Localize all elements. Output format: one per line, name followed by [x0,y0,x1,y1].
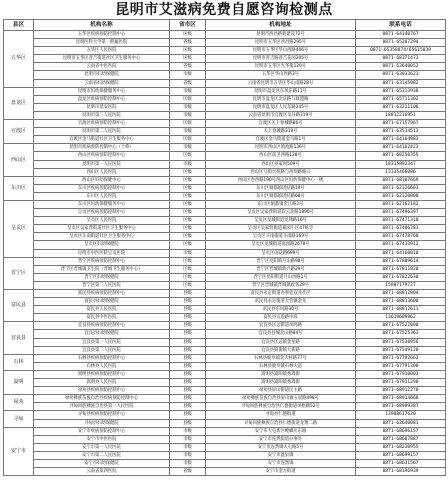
level-cell: 县级 [170,314,206,322]
org-name-cell: 宜良县妇幼保健院 [34,330,170,338]
phone-cell: 18812216951 [356,111,446,119]
table-row [4,411,446,419]
org-name-cell: 安宁市中医医院 [34,435,170,443]
table-row [4,322,446,330]
level-cell: 区级 [170,200,206,208]
level-cell: 市级 [170,128,206,136]
org-name-cell: 禄劝县疾病预防控制中心 [34,387,170,395]
org-name-cell: 晋宁区晋城镇卫生院（晋城卫生服务中心） [34,265,170,273]
level-cell: 区级 [170,95,206,103]
address-cell: 昆明市普吉路普吉花园205号 [206,55,356,63]
address-cell: 安宁市连然街道办事处 [206,435,356,443]
phone-cell: 0871-67522000 [356,322,446,330]
org-name-cell: 西山区疾病预防控制中心 [34,152,170,160]
table-row [4,249,446,257]
table-row [4,346,446,354]
address-cell: 关上春城路319号 [206,128,356,136]
district-cell: 寻甸 [4,411,34,427]
org-name-cell: 五华区疾病预防控制中心 [34,31,170,39]
level-cell: 县级 [170,338,206,346]
address-cell: 晋宁区晋城镇晋城镇政务29号 [206,281,356,289]
org-name-cell: 昆明市第一人民医院 [34,160,170,168]
level-cell: 市级 [170,103,206,111]
district-cell: 盘龙区 [4,87,34,119]
phone-cell: 0871-63534513 [356,128,446,136]
table-row [4,379,446,387]
phone-cell: 0871-67525363 [356,330,446,338]
phone-cell: 0871-67478760 [356,233,446,241]
phone-cell: 0871-63211106 [356,103,446,111]
address-cell: 东川区铜都镇团结路19号 [206,184,356,192]
level-cell: 省级 [170,63,206,71]
org-name-cell: 富民县妇幼保健院 [34,298,170,306]
phone-cell: 0871-67911290 [356,379,446,387]
table-row [4,144,446,152]
phone-cell: 0871-67792662 [356,354,446,362]
table-row [4,265,446,273]
org-name-cell: 官渡区疾病预防控制中心 [34,120,170,128]
table-row [4,31,446,39]
level-cell: 县级 [170,403,206,411]
level-cell: 县级 [170,370,206,378]
header-district: 县区 [4,20,34,31]
address-cell: 晋宁区晋城镇新兴路29号 [206,265,356,273]
org-name-cell: 昆明市中医医院呈贡医院 [34,249,170,257]
level-cell: 县级 [170,411,206,419]
address-cell: 嵩明县嵩阳镇秀嵩街 [206,379,356,387]
level-cell: 市级 [170,111,206,119]
level-cell: 区级 [170,209,206,217]
table-body [4,31,446,476]
table-row [4,306,446,314]
org-name-cell: 呈贡区斗南街道社区卫生服务中心 [34,233,170,241]
address-cell: 富民县永定街道大营镇金龙 [206,298,356,306]
phone-cell: 0871-67471310 [356,217,446,225]
org-name-cell: 西山区人民医院 [34,168,170,176]
org-name-cell: 东川区妇幼保健服务中心 [34,200,170,208]
org-name-cell: 官渡区金马街道社区卫生服务中心 [34,136,170,144]
level-cell: 县级 [170,419,206,427]
phone-cell: 0871-68914668 [356,395,446,403]
table-row [4,451,446,459]
table-row [4,419,446,427]
address-cell: 晋宁区昆阳街道月山西路1号 [206,273,356,281]
address-cell: 五华区华山西路3号 [206,71,356,79]
phone-cell: 0871-67809614 [356,257,446,265]
level-cell: 区级 [170,257,206,265]
level-cell: 市级 [170,144,206,152]
header-phone: 联系电话 [356,20,446,31]
phone-cell: 13335466086 [356,168,446,176]
level-cell: 县级 [170,354,206,362]
phone-cell: 0871-68371473 [356,55,446,63]
district-cell: 官渡区 [4,120,34,144]
document-title: 昆明市艾滋病免费自愿咨询检测点 [115,2,333,18]
level-cell: 省级 [170,468,206,476]
table-row [4,233,446,241]
address-cell: 寻甸回族彝族自治县仁德街道龙翔二路 [206,419,356,427]
district-cell: 富民县 [4,290,34,322]
table-row [4,387,446,395]
table-row [4,257,446,265]
address-cell: 嵩明县嵩阳镇秀嵩街 [206,370,356,378]
district-cell: 五华区 [4,31,34,88]
level-cell: 区级 [170,55,206,63]
address-cell: 呈贡区雨花路699号 [206,249,356,257]
address-cell: 西山区巫家坝509号 [206,160,356,168]
level-cell: 市级 [170,160,206,168]
org-name-cell: 富民县中医医院 [34,314,170,322]
org-name-cell: 寻甸县妇幼保健院 [34,419,170,427]
district-cell: 西山区 [4,144,34,176]
address-cell: 昆明市西山区滇池路136号 [206,144,356,152]
org-name-cell: 呈贡区疾病预防控制中心 [34,209,170,217]
level-cell: 县级 [170,330,206,338]
org-name-cell: 富民县疾病预防控制中心 [34,290,170,298]
level-cell: 县级 [170,395,206,403]
address-cell: 安宁市大屯新区螳螂川东路 [206,427,356,435]
org-name-cell: 富民县人民医院 [34,306,170,314]
table-row [4,176,446,184]
level-cell: 区级 [170,152,206,160]
table-row [4,443,446,451]
table-row [4,330,446,338]
table-row [4,128,446,136]
table-row [4,427,446,435]
phone-cell: 0871-68812611 [356,306,446,314]
table-row [4,160,446,168]
level-cell: 市级 [170,87,206,95]
org-name-cell: 东川区疾病预防控制中心 [34,184,170,192]
phone-cell: 0871-68813600 [356,298,446,306]
address-cell: 安宁市温泉镇 [206,451,356,459]
address-cell: 昆明市盘龙区东风东路11号 [206,87,356,95]
phone-cell: 0871-68250355 [356,152,446,160]
district-cell: 禄劝 [4,395,34,411]
phone-cell: 13988617620 [356,411,446,419]
org-name-cell: 昆明市延安医院 [34,103,170,111]
org-name-cell: 呈贡区人民医院 [34,217,170,225]
address-cell: 东川区铜都镇团结路68号 [206,192,356,200]
address-cell: 禄劝彝族苗族自治县屏山镇五星路498号 [206,395,356,403]
table-row [4,71,446,79]
org-name-cell: 安宁市疾病预防控制中心 [34,427,170,435]
table-row [4,200,446,208]
phone-cell: 0871-68699157 [356,451,446,459]
org-name-cell: 安宁市第二人民医院 [34,451,170,459]
address-cell: 晋宁区昆阳镇月山路98号 [206,257,356,265]
level-cell: 区级 [170,241,206,249]
org-name-cell: 嵩明县疾病预防控制中心 [34,370,170,378]
phone-cell: 0871-68230955 [356,443,446,451]
level-cell: 区级 [170,184,206,192]
org-name-cell: 昆明市妇幼保健院 [34,71,170,79]
org-name-cell: 嵩明县人民医院 [34,379,170,387]
district-cell: 晋宁区 [4,257,34,289]
table-row [4,290,446,298]
header-level: 省市区 [170,20,206,31]
org-name-cell: 昆明市第二人民医院 [34,128,170,136]
table-row [4,103,446,111]
table-row [4,39,446,47]
phone-cell: 0871-68196939 [356,468,446,476]
org-name-cell: 石林县人民医院 [34,362,170,370]
level-cell: 区级 [170,176,206,184]
table-row [4,281,446,289]
level-cell: 区级 [170,233,206,241]
header-address: 机构地址 [206,20,356,31]
address-cell: 安宁市金方街道 [206,468,356,476]
address-cell: 石林县鹿阜镇石林大道 [206,362,356,370]
table-row [4,111,446,119]
address-cell: 西山区前卫西路128号 [206,152,356,160]
phone-cell: 0871-68912270 [356,387,446,395]
address-cell: 宜良县狗街镇大新路 [206,346,356,354]
table-row [4,403,446,411]
level-cell: 区级 [170,192,206,200]
table-row [4,87,446,95]
table-row [4,95,446,103]
address-cell: 富民县永定街道办事处双龙社区 [206,290,356,298]
address-cell: 官渡区关上春城路86号 [206,120,356,128]
address-cell: 西山区马街兴苑路与西坝路路口 [206,168,356,176]
org-name-cell: 云南省中医医院 [34,63,170,71]
phone-cell: 0871-67157967 [356,120,446,128]
address-cell: 昆明市盘龙区北京路与联盟路 [206,95,356,103]
address-cell: 禄劝县屏山街道民主路 [206,387,356,395]
level-cell: 市级 [170,71,206,79]
level-cell: 市级 [170,451,206,459]
org-name-cell: 宜良县疾病预防控制中心 [34,322,170,330]
address-cell: 昆明市西昌路新建设72号 [206,31,356,39]
org-name-cell: 呈贡区吴家营街道社区卫生服务中心 [34,225,170,233]
phone-cell: 0871-63033621 [356,71,446,79]
address-cell: 昆明市五华区光华街120号 [206,63,356,71]
level-cell: 市级 [170,435,206,443]
testing-sites-table [3,19,446,476]
table-row [4,370,446,378]
address-cell: 呈贡区吴家营街道彩云北路1890号 [206,209,356,217]
address-cell: 宜良县县城北山路84号 [206,330,356,338]
level-cell: 区级 [170,217,206,225]
address-cell: 寻甸县仁德街道 [206,411,356,419]
phone-cell: 0871-68999387 [356,403,446,411]
phone-cell: 0871-67910003 [356,370,446,378]
org-name-cell: 安宁市第一人民医院 [34,443,170,451]
address-cell: 宜良县匡远镇金星路 [206,338,356,346]
district-cell: 石林 [4,354,34,370]
table-row [4,435,446,443]
phone-cell: 0871-64160010 [356,249,446,257]
level-cell: 县级 [170,298,206,306]
org-name-cell: 晋宁区第二人民医院 [34,281,170,289]
phone-cell: 0871-63145982 [356,79,446,87]
level-cell: 市级 [170,427,206,435]
phone-cell: 0871-65313938 [356,87,446,95]
level-cell: 区级 [170,47,206,55]
level-cell: 县级 [170,306,206,314]
district-cell: 宜良县 [4,322,34,354]
phone-cell: 0871-67811820 [356,265,446,273]
address-cell: 昆明市五华区华山西路406号 [206,47,356,55]
table-row [4,168,446,176]
table-row [4,209,446,217]
district-cell: 呈贡区 [4,200,34,257]
address-cell: 寻甸回族彝族自治县仁德街道凤梧路52号 [206,403,356,411]
level-cell: 县级 [170,290,206,298]
address-cell: 云南省昆明市官渡区吴井路319号 [206,111,356,119]
address-cell: 安宁市连然镇大屯路5号 [206,443,356,451]
level-cell: 区级 [170,225,206,233]
org-name-cell: 晋宁区疾病预防控制中心 [34,257,170,265]
table-row [4,273,446,281]
address-cell: 宜良县匡远街道凤鸣路 [206,322,356,330]
level-cell: 县级 [170,322,206,330]
phone-cell: 0871-68696157 [356,427,446,435]
table-row [4,184,446,192]
table-row [4,120,446,128]
address-cell: 呈贡区斗南街道斗南路169号 [206,233,356,241]
table-row [4,136,446,144]
phone-cell: 0871-67822630 [356,273,446,281]
address-cell: 富民县东风路30号 [206,306,356,314]
table-row [4,152,446,160]
phone-cell: 0871-62120800 [356,192,446,200]
org-name-cell: 宜良县第二人民医院 [34,346,170,354]
table-row [4,241,446,249]
address-cell: 西山区卷西路190号西山区妇幼保健中心一楼 [206,176,356,184]
level-cell: 市级 [170,249,206,257]
table-row [4,354,446,362]
phone-cell: 15887179727 [356,281,446,289]
org-name-cell: 晋宁区妇幼保健院 [34,273,170,281]
phone-cell: 0871-68607887 [356,435,446,443]
org-name-cell: 宜良县第一人民医院 [34,338,170,346]
phone-cell: 0871-63640052 [356,63,446,71]
table-row [4,314,446,322]
org-name-cell: 安宁市妇幼保健院 [34,459,170,467]
org-name-cell: 盘龙区疾病预防控制中心 [34,95,170,103]
table-row [4,63,446,71]
table-row [4,79,446,87]
level-cell: 县级 [170,346,206,354]
address-cell: 官渡区金马街道金马路1号 [206,136,356,144]
org-name-cell: 云南省妇幼保健院 [34,79,170,87]
phone-cell: 0871-62162182 [356,200,446,208]
header-org: 机构名称 [34,20,170,31]
table-row [4,47,446,55]
phone-cell: 18315892347 [356,160,446,168]
org-name-cell: 禄劝彝族苗族自治县疾病预防控制中心 [34,395,170,403]
phone-cell: 0871-62126603 [356,184,446,192]
phone-cell: 0871-64164883 [356,136,446,144]
org-name-cell: 昆明医科大学第一附属医院 [34,39,170,47]
org-name-cell: 西山区妇幼保健中心 [34,176,170,184]
org-name-cell: 寻甸县疾病预防控制中心 [34,411,170,419]
org-name-cell: 昆明市第三人民医院 [34,111,170,119]
table-row [4,192,446,200]
address-cell: 昆明市盘龙区人民东路245号 [206,103,356,111]
phone-cell: 0871-68107669 [356,176,446,184]
address-cell: 呈贡区吴家营街道嘉园小区47栋旁 [206,225,356,233]
level-cell: 区级 [170,273,206,281]
level-cell: 市级 [170,443,206,451]
level-cell: 县级 [170,362,206,370]
phone-cell: 0871-67791300 [356,362,446,370]
phone-cell: 0871-62640081 [356,419,446,427]
address-cell: 呈贡区龙城街道龙翔路16号 [206,217,356,225]
table-row [4,55,446,63]
address-cell: 昆明市五华区西昌路295号 [206,39,356,47]
org-name-cell: 昆明市五华区普吉街道社区卫生服务中心 [34,55,170,63]
org-name-cell: 寻甸回族彝族自治县第一人民医院 [34,403,170,411]
phone-cell: 0871-64162423 [356,144,446,152]
phone-cell: 0871-67496397 [356,209,446,217]
phone-cell: 0871-65711302 [356,95,446,103]
org-name-cell: 石林县疾病预防控制中心 [34,354,170,362]
table-header [4,20,446,31]
address-cell: 石林县鹿阜镇北大村路77号 [206,354,356,362]
table-row [4,459,446,467]
level-cell: 区级 [170,265,206,273]
phone-cell: 0871-67538956 [356,338,446,346]
level-cell: 市级 [170,459,206,467]
level-cell: 区级 [170,281,206,289]
address-cell: 呈贡区龙城街道南园路2678号 [206,241,356,249]
district-cell: 东川区 [4,176,34,200]
level-cell: 县级 [170,387,206,395]
level-cell: 区级 [170,31,206,39]
org-name-cell: 东川区人民医院 [34,192,170,200]
address-cell: 东川区铜都镇金江路3号 [206,200,356,208]
header-row [4,20,446,31]
org-name-cell: 五华区人民医院 [34,47,170,55]
phone-cell: 0871-67549120 [356,346,446,354]
phone-cell: 0871-64140767 [356,31,446,39]
phone-cell: 13619609862 [356,314,446,322]
table-row [4,338,446,346]
level-cell: 区级 [170,168,206,176]
level-cell: 省级 [170,79,206,87]
phone-cell: 0871-68631567 [356,459,446,467]
level-cell: 省级 [170,39,206,47]
phone-cell: 0871-67486281 [356,225,446,233]
address-cell: 云南省昆明市五华区华山南路28号 [206,79,356,87]
table-row [4,395,446,403]
address-cell: 安宁市连然镇 [206,459,356,467]
district-cell: 安宁市 [4,427,34,476]
org-name-cell: 云南省第四医院 [34,468,170,476]
table-row [4,217,446,225]
table-row [4,468,446,476]
district-cell: 嵩明 [4,370,34,394]
phone-cell: 0871-67433912 [356,241,446,249]
level-cell: 县级 [170,379,206,387]
address-cell: 富民县五莲路中段 [206,314,356,322]
org-name-cell: 昆明市疾病预防控制中心（土桥） [34,144,170,152]
level-cell: 区级 [170,120,206,128]
org-name-cell: 昆明市妇幼保健服务中心 [34,87,170,95]
level-cell: 区级 [170,136,206,144]
table-row [4,225,446,233]
phone-cell: 0871-65387294 [356,39,446,47]
org-name-cell: 呈贡区妇幼保健院 [34,241,170,249]
phone-cell: 0871-68812804 [356,290,446,298]
phone-cell: 0871-65358874/65615039 [356,47,446,55]
table-row [4,362,446,370]
table-row [4,298,446,306]
